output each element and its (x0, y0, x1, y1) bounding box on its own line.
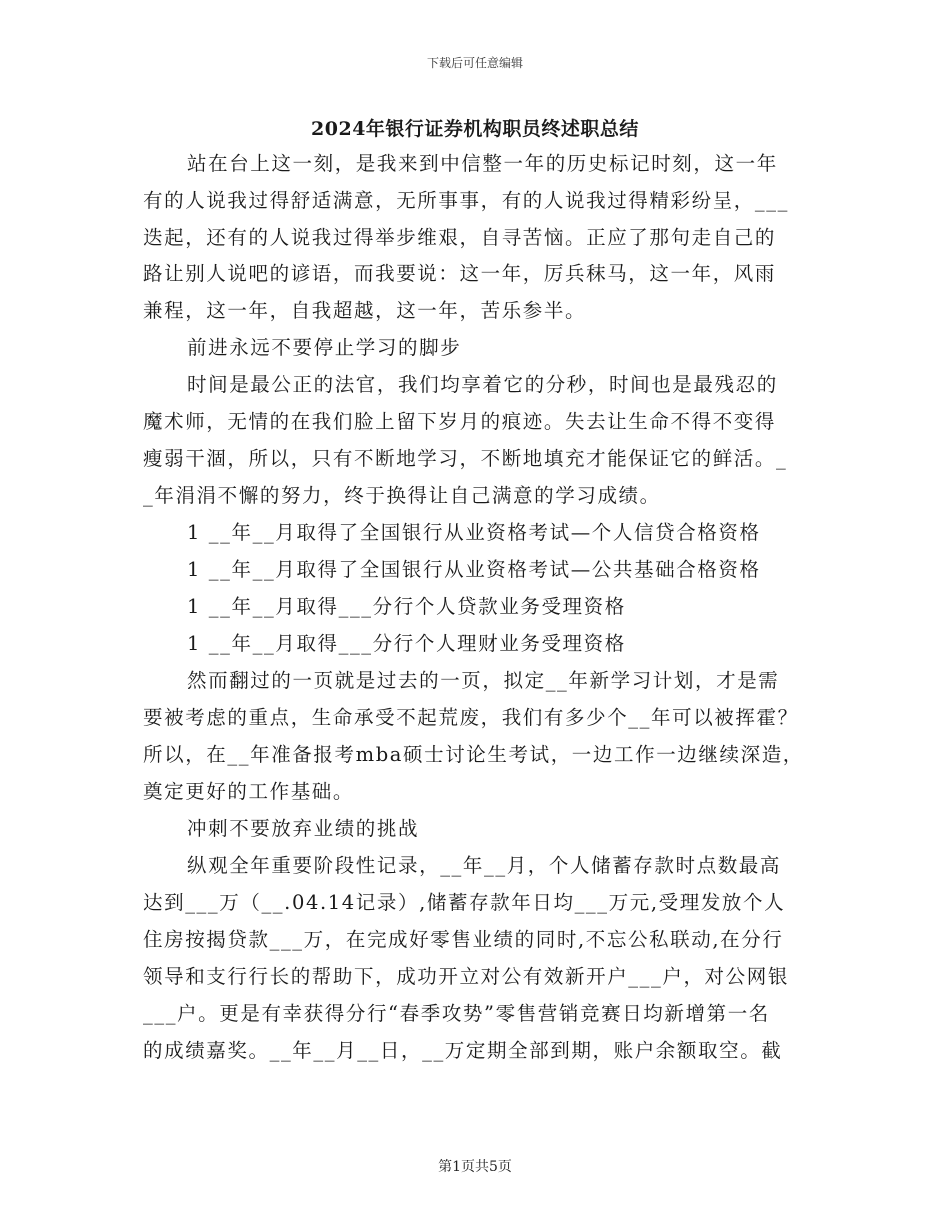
document-title: 2024年银行证券机构职员终述职总结 (311, 118, 639, 140)
page-footer: 第1页共5页 (438, 1159, 512, 1175)
body-line: 魔术师，无情的在我们脸上留下岁月的痕迹。失去让生命不得不变得 (143, 410, 777, 433)
body-line: 瘦弱干涸，所以，只有不断地学习，不断地填充才能保证它的鲜活。_ (143, 447, 788, 470)
body-line: 住房按揭贷款___万，在完成好零售业绩的同时,不忘公私联动,在分行 (143, 928, 784, 951)
body-line: 站在台上这一刻，是我来到中信整一年的历史标记时刻，这一年 (187, 152, 778, 175)
body-line: 纵观全年重要阶段性记录，__年__月，个人储蓄存款时点数最高 (187, 854, 782, 877)
page-header: 下载后可任意编辑 (426, 56, 523, 70)
body-line: 有的人说我过得舒适满意，无所事事，有的人说我过得精彩纷呈，___ (143, 189, 789, 212)
body-line: 达到___万（__.04.14记录）,储蓄存款年日均___万元,受理发放个人 (143, 891, 786, 914)
body-line: ___户。更是有幸获得分行“春季攻势”零售营销竞赛日均新增第一名 (143, 1002, 770, 1025)
body-line: 要被考虑的重点，生命承受不起荒废，我们有多少个__年可以被挥霍？ (143, 706, 799, 729)
body-line: 兼程，这一年，自我超越，这一年，苦乐参半。 (143, 299, 587, 322)
body-line: 奠定更好的工作基础。 (143, 780, 355, 803)
list-item: 1 __年__月取得___分行个人理财业务受理资格 (187, 632, 626, 655)
body-line: _年涓涓不懈的努力，终于换得让自己满意的学习成绩。 (143, 484, 661, 507)
section-heading: 前进永远不要停止学习的脚步 (187, 336, 462, 359)
body-line: 时间是最公正的法官，我们均享着它的分秒，时间也是最残忍的 (187, 373, 778, 396)
body-line: 的成绩嘉奖。__年__月__日，__万定期全部到期，账户余额取空。截 (143, 1039, 783, 1062)
body-line: 路让别人说吧的谚语，而我要说：这一年，厉兵秣马，这一年，风雨 (143, 262, 777, 285)
body-line: 领导和支行行长的帮助下，成功开立对公有效新开户___户，对公网银 (143, 965, 789, 988)
body-line: 迭起，还有的人说我过得举步维艰，自寻苦恼。正应了那句走自己的 (143, 226, 777, 249)
body-line: 然而翻过的一页就是过去的一页，拟定__年新学习计划，才是需 (187, 669, 780, 692)
list-item: 1 __年__月取得了全国银行从业资格考试—公共基础合格资格 (187, 558, 761, 581)
list-item: 1 __年__月取得了全国银行从业资格考试—个人信贷合格资格 (187, 521, 761, 544)
body-line: 所以，在__年准备报考mba硕士讨论生考试，一边工作一边继续深造， (143, 743, 804, 766)
list-item: 1 __年__月取得___分行个人贷款业务受理资格 (187, 595, 626, 618)
section-heading: 冲刺不要放弃业绩的挑战 (187, 817, 420, 840)
